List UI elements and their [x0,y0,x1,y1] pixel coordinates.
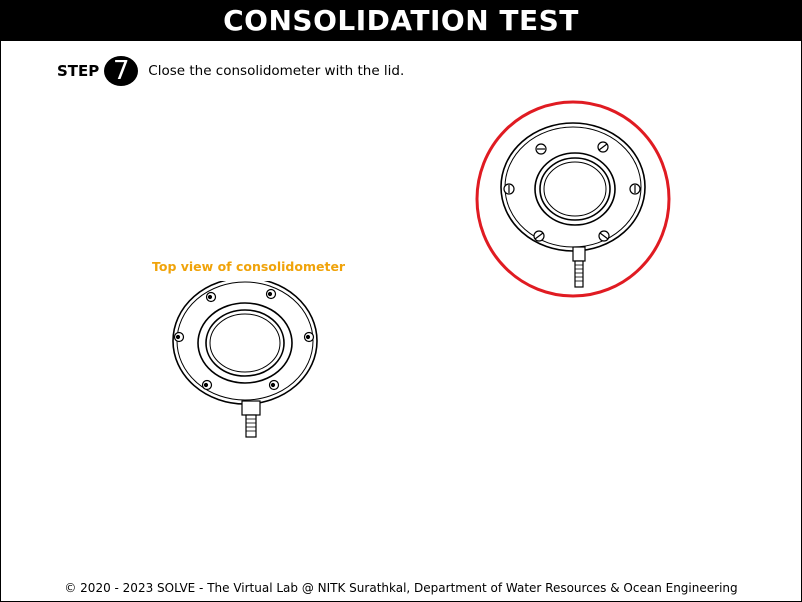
consolidometer-lid-highlight[interactable] [475,99,675,299]
footer-copyright: © 2020 - 2023 SOLVE - The Virtual Lab @ NITK Surathkal, Department of Water Resources & Ocean Engineering [64,581,738,595]
step-text: Close the consolidometer with the lid. [148,63,405,79]
consolidometer-lid-icon [501,123,645,287]
step-number-badge: 7 [104,56,138,86]
step-label: STEP [57,62,100,80]
top-view-caption: Top view of consolidometer [152,259,346,274]
consolidometer-top-view[interactable] [169,281,329,441]
consolidometer-base-icon [173,281,317,437]
page-title: CONSOLIDATION TEST [1,1,801,41]
step-instruction [57,55,404,87]
